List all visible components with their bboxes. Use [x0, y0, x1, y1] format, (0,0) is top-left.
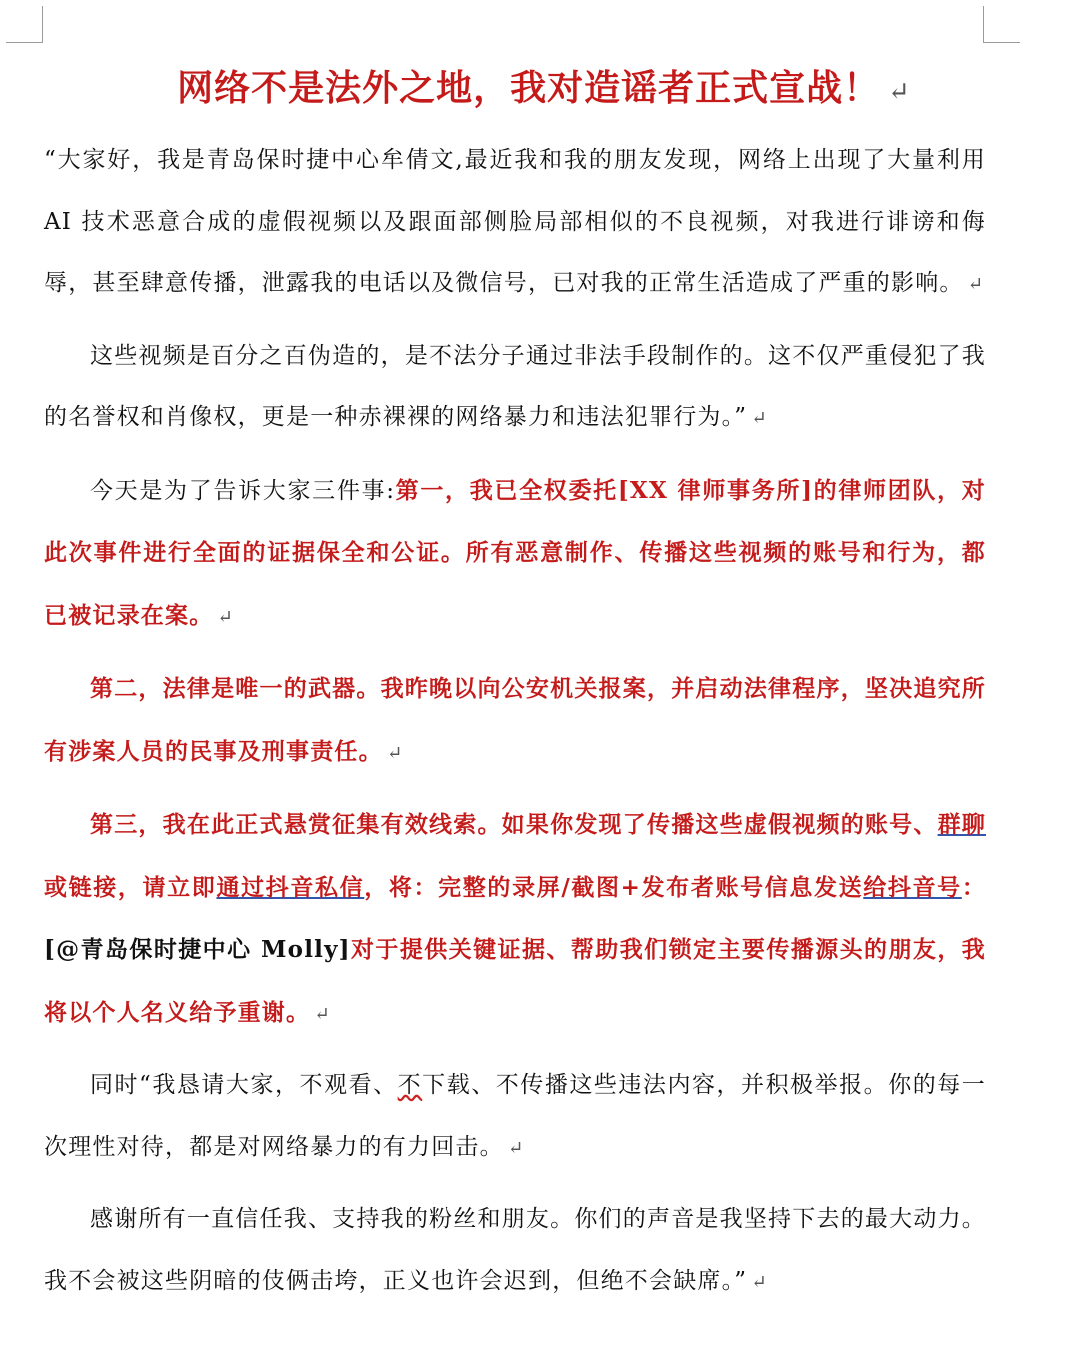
paragraph-2[interactable]: [44, 326, 986, 450]
paragraph-mark-icon: ↵: [386, 742, 404, 764]
paragraph-1[interactable]: [44, 130, 986, 316]
highlighted-red-text: 或链接，请立即: [44, 873, 217, 901]
paragraph-5[interactable]: [44, 794, 986, 1045]
paragraph-4[interactable]: [44, 658, 986, 784]
title-text: 网络不是法外之地，我对造谣者正式宣战！: [177, 67, 881, 109]
paragraph-3[interactable]: [44, 460, 986, 649]
underlined-red-text: 群聊: [937, 811, 986, 838]
douyin-account-text: [@青岛保时捷中心 Molly]: [44, 936, 351, 963]
page-corner-mark-top-right: [983, 6, 1020, 43]
paragraph-text: “大家好，我是青岛保时捷中心牟倩文,最近我和我的朋友发现，网络上出现了大量利用 AI 技术恶意合成的虚假视频以及跟面部侧脸局部相似的不良视频，对我进行诽谤和侮辱，甚至肆意传播，泄露我的电话以及微信号，已对我的正常生活造成了严重的影响。: [44, 147, 986, 296]
highlighted-red-text: ，将：完整的录屏/截图+发布者账号信息发送: [364, 873, 864, 901]
spellcheck-flagged-text: 不: [397, 1072, 423, 1098]
underlined-red-text: 通过抖音私信: [216, 873, 365, 901]
paragraph-mark-icon: ↵: [967, 274, 985, 295]
highlighted-red-text: ：: [961, 873, 987, 901]
paragraph-mark-icon: ↵: [751, 1271, 768, 1293]
paragraph-mark-icon: ↵: [314, 1003, 331, 1025]
paragraph-mark-icon: ↵: [888, 77, 911, 107]
paragraph-text: 感谢所有一直信任我、支持我的粉丝和朋友。你们的声音是我坚持下去的最大动力。我不会被这些阴暗的伎俩击垮，正义也许会迟到，但绝不会缺席。”: [44, 1206, 986, 1294]
paragraph-7[interactable]: [44, 1189, 986, 1313]
paragraph-mark-icon: ↵: [751, 408, 768, 429]
highlighted-red-text: 对于提供关键证据、帮助我们锁定主要传播源头的朋友，我将以个人名义给予重谢。: [44, 936, 986, 1026]
paragraph-text: 这些视频是百分之百伪造的，是不法分子通过非法手段制作的。这不仅严重侵犯了我的名誉权和肖像权，更是一种赤裸裸的网络暴力和违法犯罪行为。”: [44, 342, 986, 430]
highlighted-red-text: 第一，我已全权委托[XX 律师事务所]的律师团队，对此次事件进行全面的证据保全和公证。所有恶意制作、传播这些视频的账号和行为，都已被记录在案。: [44, 476, 986, 629]
paragraph-text: 同时“我恳请大家，不观看、: [90, 1072, 398, 1098]
paragraph-mark-icon: ↵: [217, 606, 235, 628]
paragraph-text: 下载、不传播这些违法内容，并积极举报。你的每一次理性对待，都是对网络暴力的有力回击。: [44, 1072, 987, 1160]
highlighted-red-text: 第三，我在此正式悬赏征集有效线索。如果你发现了传播这些虚假视频的账号、: [90, 811, 938, 838]
document-title[interactable]: [0, 62, 1088, 118]
paragraph-mark-icon: ↵: [507, 1137, 525, 1159]
paragraph-lead-text: 今天是为了告诉大家三件事:: [90, 477, 396, 504]
underlined-red-text: 给抖音号: [863, 873, 962, 901]
page-corner-mark-top-left: [6, 6, 43, 43]
highlighted-red-text: 第二，法律是唯一的武器。我昨晚以向公安机关报案，并启动法律程序，坚决追究所有涉案人员的民事及刑事责任。: [44, 675, 986, 765]
paragraph-6[interactable]: [44, 1055, 986, 1179]
document-body[interactable]: [44, 130, 986, 1313]
